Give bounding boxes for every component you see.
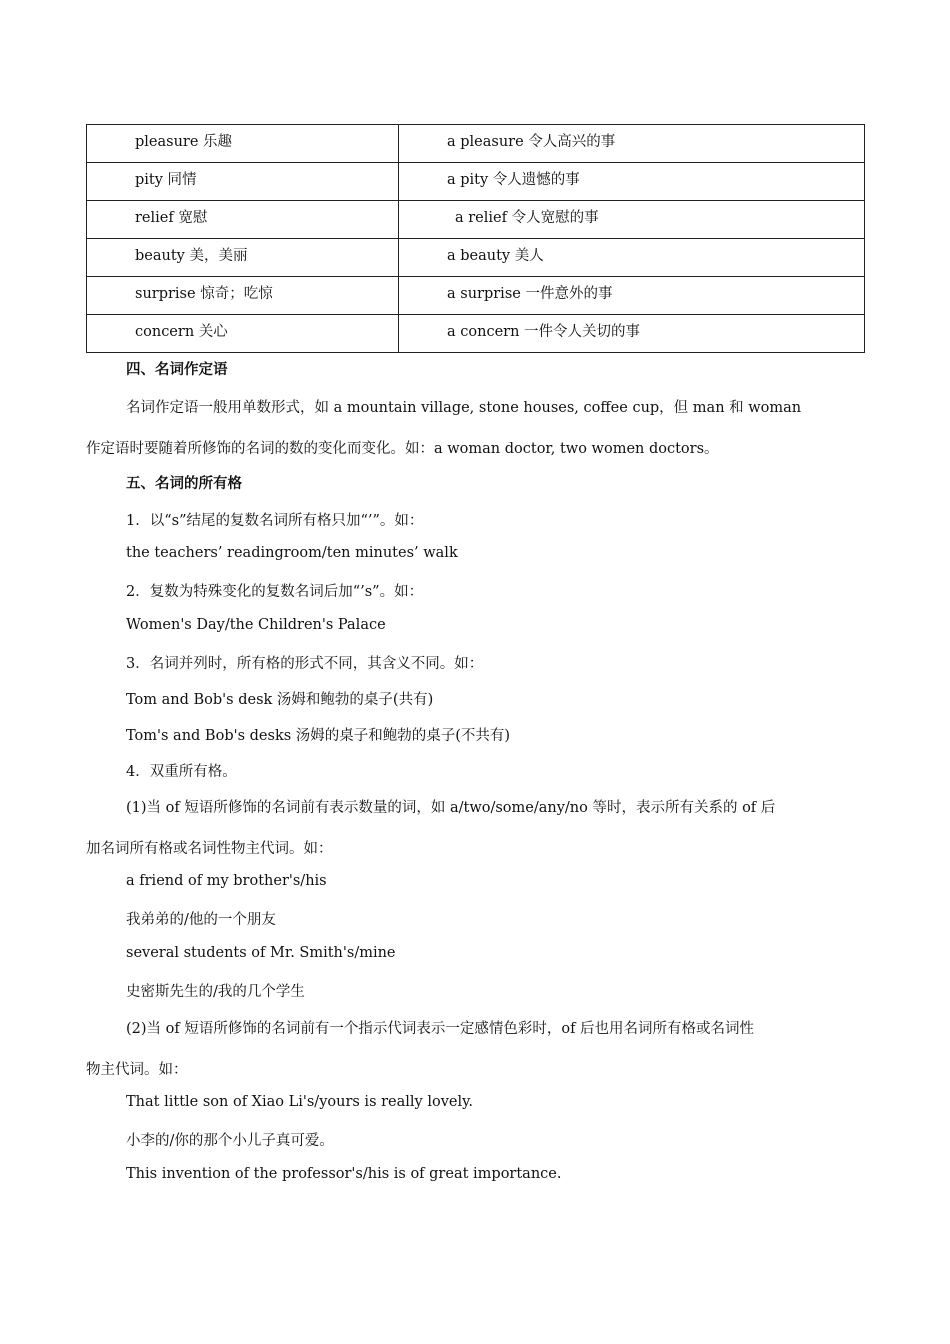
cell-text: pity 同情	[135, 172, 197, 188]
cell-text: concern 关心	[135, 324, 228, 340]
table-cell-noun	[87, 315, 399, 353]
item-3-text: 3．名词并列时，所有格的形式不同，其含义不同。如：	[126, 656, 484, 672]
table-cell-phrase	[399, 125, 865, 163]
cell-text: relief 宽慰	[135, 210, 208, 226]
cell-text: a surprise 一件意外的事	[447, 286, 613, 302]
item-4-sub-2-line-1: (2)当 of 短语所修饰的名词前有一个指示代词表示一定感情色彩时，of 后也用名词所有格或名词性	[126, 1021, 755, 1037]
item-1-example: the teachers’ readingroom/ten minutes’ walk	[126, 545, 458, 561]
item-4-sub-1-example-1-zh: 我弟弟的/他的一个朋友	[126, 912, 276, 928]
item-3-example-1: Tom and Bob's desk 汤姆和鲍勃的桌子(共有)	[126, 692, 434, 708]
item-4-sub-1-example-1-en: a friend of my brother's/his	[126, 873, 327, 889]
table-cell-phrase	[399, 163, 865, 201]
section-4-heading: 四、名词作定语	[126, 362, 228, 378]
item-4-sub-1-line-2: 加名词所有格或名词性物主代词。如：	[86, 841, 333, 857]
item-4-sub-1-example-2-en: several students of Mr. Smith's/mine	[126, 945, 396, 961]
table-cell-noun	[87, 163, 399, 201]
item-1-text: 1．以“s”结尾的复数名词所有格只加“’”。如：	[126, 513, 424, 529]
item-4-sub-2-example-1-en: That little son of Xiao Li's/yours is really lovely.	[126, 1094, 474, 1110]
table-cell-phrase	[399, 277, 865, 315]
table-row	[87, 315, 865, 353]
cell-text: a pleasure 令人高兴的事	[447, 134, 616, 150]
table-row	[87, 163, 865, 201]
cell-text: a beauty 美人	[447, 248, 544, 264]
table-row	[87, 125, 865, 163]
item-4-sub-2-example-1-zh: 小李的/你的那个小儿子真可爱。	[126, 1133, 334, 1149]
cell-text: pleasure 乐趣	[135, 134, 233, 150]
cell-text: a concern 一件令人关切的事	[447, 324, 641, 340]
item-4-sub-2-example-2-en: This invention of the professor's/his is of great importance.	[126, 1166, 562, 1182]
table-row	[87, 277, 865, 315]
cell-text: beauty 美，美丽	[135, 248, 248, 264]
cell-text: a relief 令人宽慰的事	[455, 210, 599, 226]
table-cell-noun	[87, 125, 399, 163]
vocabulary-table	[86, 124, 865, 353]
table-cell-phrase	[399, 201, 865, 239]
item-2-text: 2．复数为特殊变化的复数名词后加“’s”。如：	[126, 584, 424, 600]
item-4-sub-1-line-1: (1)当 of 短语所修饰的名词前有表示数量的词，如 a/two/some/any/no 等时，表示所有关系的 of 后	[126, 800, 776, 816]
table-cell-phrase	[399, 315, 865, 353]
cell-text: a pity 令人遗憾的事	[447, 172, 580, 188]
item-3-example-2: Tom's and Bob's desks 汤姆的桌子和鲍勃的桌子(不共有)	[126, 728, 511, 744]
table-row	[87, 201, 865, 239]
table-cell-noun	[87, 201, 399, 239]
section-4-paragraph-line-2: 作定语时要随着所修饰的名词的数的变化而变化。如：a woman doctor, two women doctors。	[86, 441, 719, 457]
item-2-example: Women's Day/the Children's Palace	[126, 617, 386, 633]
item-4-text: 4．双重所有格。	[126, 764, 237, 780]
section-5-heading: 五、名词的所有格	[126, 476, 242, 492]
table-row	[87, 239, 865, 277]
table-cell-noun	[87, 239, 399, 277]
item-4-sub-1-example-2-zh: 史密斯先生的/我的几个学生	[126, 984, 305, 1000]
table-cell-noun	[87, 277, 399, 315]
item-4-sub-2-line-2: 物主代词。如：	[86, 1062, 188, 1078]
table-cell-phrase	[399, 239, 865, 277]
section-4-paragraph-line-1: 名词作定语一般用单数形式，如 a mountain village, stone houses, coffee cup，但 man 和 woman	[126, 400, 802, 416]
cell-text: surprise 惊奇；吃惊	[135, 286, 273, 302]
